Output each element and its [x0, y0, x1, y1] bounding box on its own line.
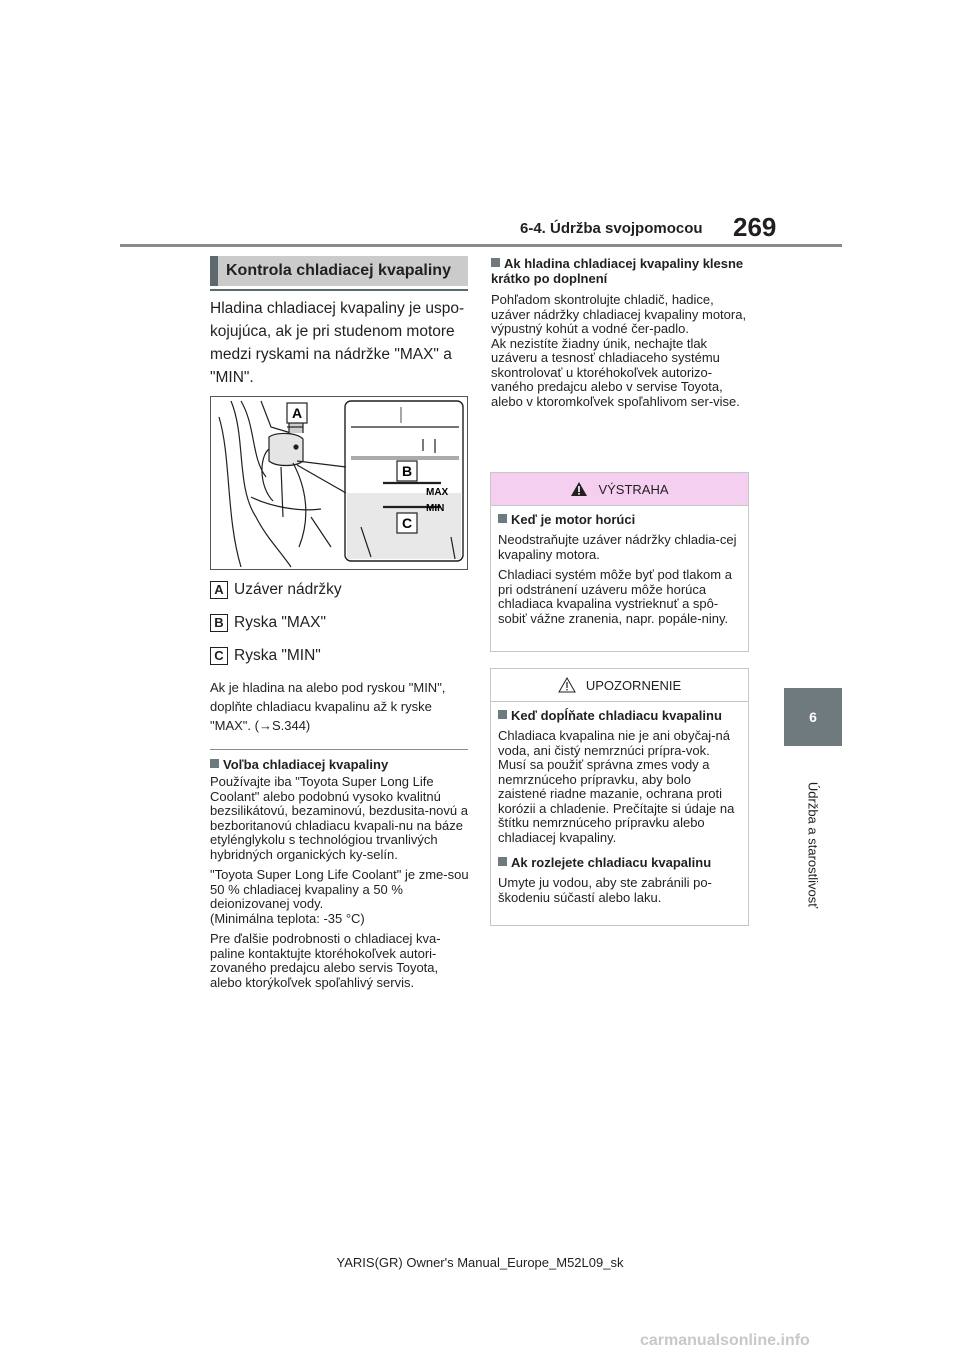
warning-heading-text: Keď je motor horúci — [511, 512, 636, 527]
warning-title: VÝSTRAHA — [598, 481, 669, 497]
coolant-choice-p2: "Toyota Super Long Life Coolant" je zme-sou 50 % chladiacej kvapaliny a 50 % deionizovanej vody. — [210, 867, 469, 911]
warning-text — [498, 533, 741, 626]
warning-p1: Neodstraňujte uzáver nádržky chladia-cej kvapaliny motora. — [498, 532, 737, 562]
notice-triangle-icon — [558, 677, 576, 693]
notice-header — [491, 669, 748, 702]
legend-text-b: Ryska "MAX" — [234, 614, 326, 631]
chapter-tab-number: 6 — [784, 688, 842, 746]
section-title-rule — [210, 289, 468, 291]
chapter-tab-label-wrapper — [758, 770, 868, 920]
watermark: carmanualsonline.info — [640, 1332, 810, 1349]
coolant-choice-section — [210, 757, 472, 996]
footer-manual-id: YARIS(GR) Owner's Manual_Europe_M52L09_sk — [336, 1255, 624, 1270]
level-drop-body — [491, 293, 753, 409]
square-bullet-icon — [498, 514, 507, 523]
notice-heading-1-text: Keď dopĺňate chladiacu kvapalinu — [511, 708, 722, 723]
coolant-reservoir-illustration — [210, 396, 468, 570]
header-section-title: 6-4. Údržba svojpomocou — [520, 220, 703, 237]
warning-p2: Chladiaci systém môže byť pod tlakom a pri odstránení uzáveru môže horúca chladiaca kvapalina vystrieknuť a spô-sobiť vážne zranenia, napr. popále-niny. — [498, 567, 732, 626]
notice-body — [491, 702, 748, 905]
chapter-tab-label: Údržba a starostlivosť — [805, 781, 821, 909]
legend-key-c: C — [210, 647, 228, 665]
legend-key-a: A — [210, 581, 228, 599]
legend-text-c: Ryska "MIN" — [234, 647, 321, 664]
figure-min-label: MIN — [426, 503, 445, 514]
page-number: 269 — [733, 212, 777, 242]
intro-paragraph: Hladina chladiacej kvapaliny je uspo-kojujúca, ak je pri studenom motore medzi ryskami na nádržke "MAX" a "MIN". — [210, 300, 465, 386]
level-drop-p1: Pohľadom skontrolujte chladič, hadice, uzáver nádržky chladiacej kvapaliny motora, výpustný kohút a vodné čer-padlo. — [491, 292, 747, 336]
warning-box — [490, 472, 749, 652]
level-drop-p2: Ak nezistíte žiadny únik, nechajte tlak uzáveru a tesnosť chladiaceho systému skontrolovať u ktoréhokoľvek autorizo-vaného predajcu alebo v servise Toyota, alebo v ktoromkoľvek spoľahlivom ser-vise. — [491, 335, 740, 409]
square-bullet-icon — [498, 710, 507, 719]
notice-text-2 — [498, 876, 741, 905]
coolant-choice-heading-text: Voľba chladiacej kvapaliny — [223, 757, 389, 772]
notice-box — [490, 668, 749, 926]
coolant-choice-heading — [210, 757, 472, 772]
notice-heading-2-text: Ak rozlejete chladiacu kvapalinu — [511, 855, 712, 870]
coolant-choice-p2b: (Minimálna teplota: -35 °C) — [210, 910, 365, 926]
refill-note: Ak je hladina na alebo pod ryskou "MIN", doplňte chladiacu kvapalinu až k ryske "MAX". (→S.344) — [210, 680, 446, 733]
figure-max-label: MAX — [426, 487, 449, 498]
warning-body — [491, 506, 748, 626]
warning-header — [491, 473, 748, 506]
divider-rule — [210, 749, 468, 750]
level-drop-section — [491, 256, 753, 415]
legend-item-c — [210, 647, 321, 665]
section-title: Kontrola chladiacej kvapaliny — [210, 256, 468, 286]
figure-callout-a: A — [291, 405, 303, 421]
legend-text-a: Uzáver nádržky — [234, 581, 342, 598]
coolant-choice-p1: Používajte iba "Toyota Super Long Life Coolant" alebo podobnú vysoko kvalitnú bezsilikátovú, bezaminovú, bezdusita-novú a bezboritanovú chladiacu kvapali-nu na báze etylénglykolu s technológiou trvanlivých hybridných organických ky-selín. — [210, 774, 468, 862]
notice-text-1 — [498, 729, 741, 845]
legend-item-b — [210, 614, 326, 632]
legend-key-b: B — [210, 614, 228, 632]
figure-callout-c: C — [401, 515, 413, 531]
header-rule — [120, 244, 842, 247]
coolant-choice-body — [210, 775, 472, 990]
notice-p1: Chladiaca kvapalina nie je ani obyčaj-ná voda, ani čistý nemrznúci prípra-vok. Musí sa použiť správna zmes vody a nemrznúceho prípravku, aby bolo zaistené riadne mazanie, ochrana proti korózii a chladenie. Prečítajte si údaje na štítku nemrznúceho prípravku alebo chladiacej kvapaliny. — [498, 728, 735, 845]
notice-heading-2 — [498, 855, 741, 870]
coolant-choice-p3: Pre ďalšie podrobnosti o chladiacej kva-paline kontaktujte ktoréhokoľvek autori-zovaného predajcu alebo servis Toyota, alebo ktorýkoľvek spoľahlivý servis. — [210, 931, 441, 990]
square-bullet-icon — [210, 759, 219, 768]
coolant-reservoir-drawing — [211, 397, 467, 569]
square-bullet-icon — [498, 857, 507, 866]
notice-heading-1 — [498, 708, 741, 723]
warning-triangle-icon — [570, 481, 588, 497]
legend-item-a — [210, 581, 342, 599]
level-drop-heading-text: Ak hladina chladiacej kvapaliny klesne krátko po doplnení — [491, 256, 744, 286]
figure-callout-b: B — [401, 463, 413, 479]
notice-title: UPOZORNENIE — [585, 677, 682, 693]
square-bullet-icon — [491, 258, 500, 267]
notice-p2: Umyte ju vodou, aby ste zabránili po-škodeniu súčastí alebo laku. — [498, 875, 712, 905]
warning-heading — [498, 512, 741, 527]
level-drop-heading — [491, 256, 753, 286]
